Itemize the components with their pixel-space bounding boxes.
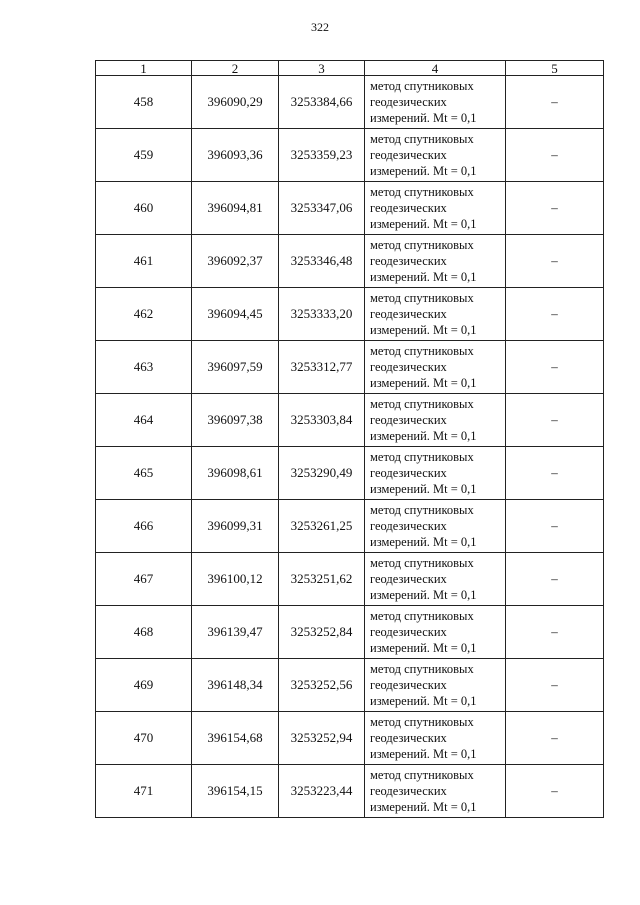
note-cell: – [506, 606, 604, 659]
point-number-cell: 463 [96, 341, 192, 394]
method-line: геодезических [370, 625, 447, 639]
page-number: 322 [311, 20, 329, 34]
x-coordinate-cell: 396154,15 [192, 765, 279, 818]
y-coordinate-cell: 3253252,84 [279, 606, 365, 659]
method-cell [365, 394, 506, 447]
point-number-cell: 469 [96, 659, 192, 712]
method-cell [365, 659, 506, 712]
x-coordinate-cell: 396100,12 [192, 553, 279, 606]
y-coordinate-cell: 3253384,66 [279, 76, 365, 129]
column-header-1: 1 [96, 61, 192, 76]
method-line: геодезических [370, 95, 447, 109]
method-line: геодезических [370, 254, 447, 268]
y-coordinate-cell: 3253251,62 [279, 553, 365, 606]
method-line: геодезических [370, 572, 447, 586]
table-row [96, 288, 604, 341]
x-coordinate-cell: 396098,61 [192, 447, 279, 500]
note-cell: – [506, 76, 604, 129]
method-line: измерений. Mt = 0,1 [370, 270, 477, 284]
method-cell [365, 288, 506, 341]
point-number-cell: 471 [96, 765, 192, 818]
x-coordinate-cell: 396092,37 [192, 235, 279, 288]
method-line: геодезических [370, 413, 447, 427]
x-coordinate-cell: 396139,47 [192, 606, 279, 659]
method-line: метод спутниковых [370, 715, 474, 729]
table-row [96, 447, 604, 500]
point-number-cell: 468 [96, 606, 192, 659]
method-line: геодезических [370, 731, 447, 745]
method-line: измерений. Mt = 0,1 [370, 111, 477, 125]
method-line: измерений. Mt = 0,1 [370, 323, 477, 337]
method-line: геодезических [370, 784, 447, 798]
method-line: измерений. Mt = 0,1 [370, 217, 477, 231]
method-line: метод спутниковых [370, 132, 474, 146]
table-row [96, 606, 604, 659]
method-line: измерений. Mt = 0,1 [370, 535, 477, 549]
point-number-cell: 461 [96, 235, 192, 288]
method-line: измерений. Mt = 0,1 [370, 164, 477, 178]
point-number-cell: 458 [96, 76, 192, 129]
method-line: метод спутниковых [370, 291, 474, 305]
method-cell [365, 712, 506, 765]
method-line: метод спутниковых [370, 344, 474, 358]
table-row [96, 765, 604, 818]
method-line: измерений. Mt = 0,1 [370, 376, 477, 390]
method-line: измерений. Mt = 0,1 [370, 429, 477, 443]
note-cell: – [506, 235, 604, 288]
table-row [96, 394, 604, 447]
note-cell: – [506, 288, 604, 341]
method-line: метод спутниковых [370, 556, 474, 570]
point-number-cell: 466 [96, 500, 192, 553]
point-number-cell: 464 [96, 394, 192, 447]
note-cell: – [506, 394, 604, 447]
method-line: измерений. Mt = 0,1 [370, 694, 477, 708]
method-line: метод спутниковых [370, 450, 474, 464]
point-number-cell: 460 [96, 182, 192, 235]
x-coordinate-cell: 396097,38 [192, 394, 279, 447]
method-line: измерений. Mt = 0,1 [370, 641, 477, 655]
y-coordinate-cell: 3253303,84 [279, 394, 365, 447]
method-line: метод спутниковых [370, 397, 474, 411]
note-cell: – [506, 765, 604, 818]
table-header-row [96, 61, 604, 76]
table-row [96, 129, 604, 182]
table-row [96, 182, 604, 235]
table-row [96, 500, 604, 553]
note-cell: – [506, 659, 604, 712]
table-row [96, 341, 604, 394]
note-cell: – [506, 129, 604, 182]
column-header-2: 2 [192, 61, 279, 76]
method-line: измерений. Mt = 0,1 [370, 588, 477, 602]
method-cell [365, 553, 506, 606]
x-coordinate-cell: 396099,31 [192, 500, 279, 553]
method-line: метод спутниковых [370, 662, 474, 676]
method-cell [365, 76, 506, 129]
method-line: метод спутниковых [370, 768, 474, 782]
method-line: измерений. Mt = 0,1 [370, 800, 477, 814]
x-coordinate-cell: 396154,68 [192, 712, 279, 765]
point-number-cell: 467 [96, 553, 192, 606]
method-line: геодезических [370, 360, 447, 374]
method-line: геодезических [370, 519, 447, 533]
method-line: измерений. Mt = 0,1 [370, 747, 477, 761]
note-cell: – [506, 500, 604, 553]
table-row [96, 712, 604, 765]
y-coordinate-cell: 3253252,56 [279, 659, 365, 712]
method-cell [365, 447, 506, 500]
method-line: геодезических [370, 678, 447, 692]
method-cell [365, 341, 506, 394]
method-cell [365, 606, 506, 659]
method-line: геодезических [370, 201, 447, 215]
x-coordinate-cell: 396148,34 [192, 659, 279, 712]
method-line: геодезических [370, 148, 447, 162]
column-header-3: 3 [279, 61, 365, 76]
point-number-cell: 470 [96, 712, 192, 765]
method-cell [365, 129, 506, 182]
point-number-cell: 462 [96, 288, 192, 341]
method-line: метод спутниковых [370, 185, 474, 199]
y-coordinate-cell: 3253359,23 [279, 129, 365, 182]
y-coordinate-cell: 3253261,25 [279, 500, 365, 553]
table-row [96, 659, 604, 712]
method-line: метод спутниковых [370, 609, 474, 623]
note-cell: – [506, 553, 604, 606]
method-cell [365, 182, 506, 235]
note-cell: – [506, 712, 604, 765]
method-cell [365, 500, 506, 553]
column-header-4: 4 [365, 61, 506, 76]
y-coordinate-cell: 3253312,77 [279, 341, 365, 394]
table-row [96, 553, 604, 606]
note-cell: – [506, 341, 604, 394]
x-coordinate-cell: 396094,81 [192, 182, 279, 235]
table-row [96, 235, 604, 288]
y-coordinate-cell: 3253252,94 [279, 712, 365, 765]
x-coordinate-cell: 396097,59 [192, 341, 279, 394]
y-coordinate-cell: 3253347,06 [279, 182, 365, 235]
x-coordinate-cell: 396090,29 [192, 76, 279, 129]
method-line: геодезических [370, 466, 447, 480]
method-line: геодезических [370, 307, 447, 321]
y-coordinate-cell: 3253346,48 [279, 235, 365, 288]
method-line: метод спутниковых [370, 238, 474, 252]
coordinates-table [95, 60, 604, 818]
x-coordinate-cell: 396094,45 [192, 288, 279, 341]
y-coordinate-cell: 3253290,49 [279, 447, 365, 500]
x-coordinate-cell: 396093,36 [192, 129, 279, 182]
note-cell: – [506, 447, 604, 500]
point-number-cell: 465 [96, 447, 192, 500]
method-line: метод спутниковых [370, 79, 474, 93]
y-coordinate-cell: 3253333,20 [279, 288, 365, 341]
point-number-cell: 459 [96, 129, 192, 182]
column-header-5: 5 [506, 61, 604, 76]
method-cell [365, 235, 506, 288]
y-coordinate-cell: 3253223,44 [279, 765, 365, 818]
method-line: измерений. Mt = 0,1 [370, 482, 477, 496]
method-cell [365, 765, 506, 818]
note-cell: – [506, 182, 604, 235]
method-line: метод спутниковых [370, 503, 474, 517]
table-row [96, 76, 604, 129]
